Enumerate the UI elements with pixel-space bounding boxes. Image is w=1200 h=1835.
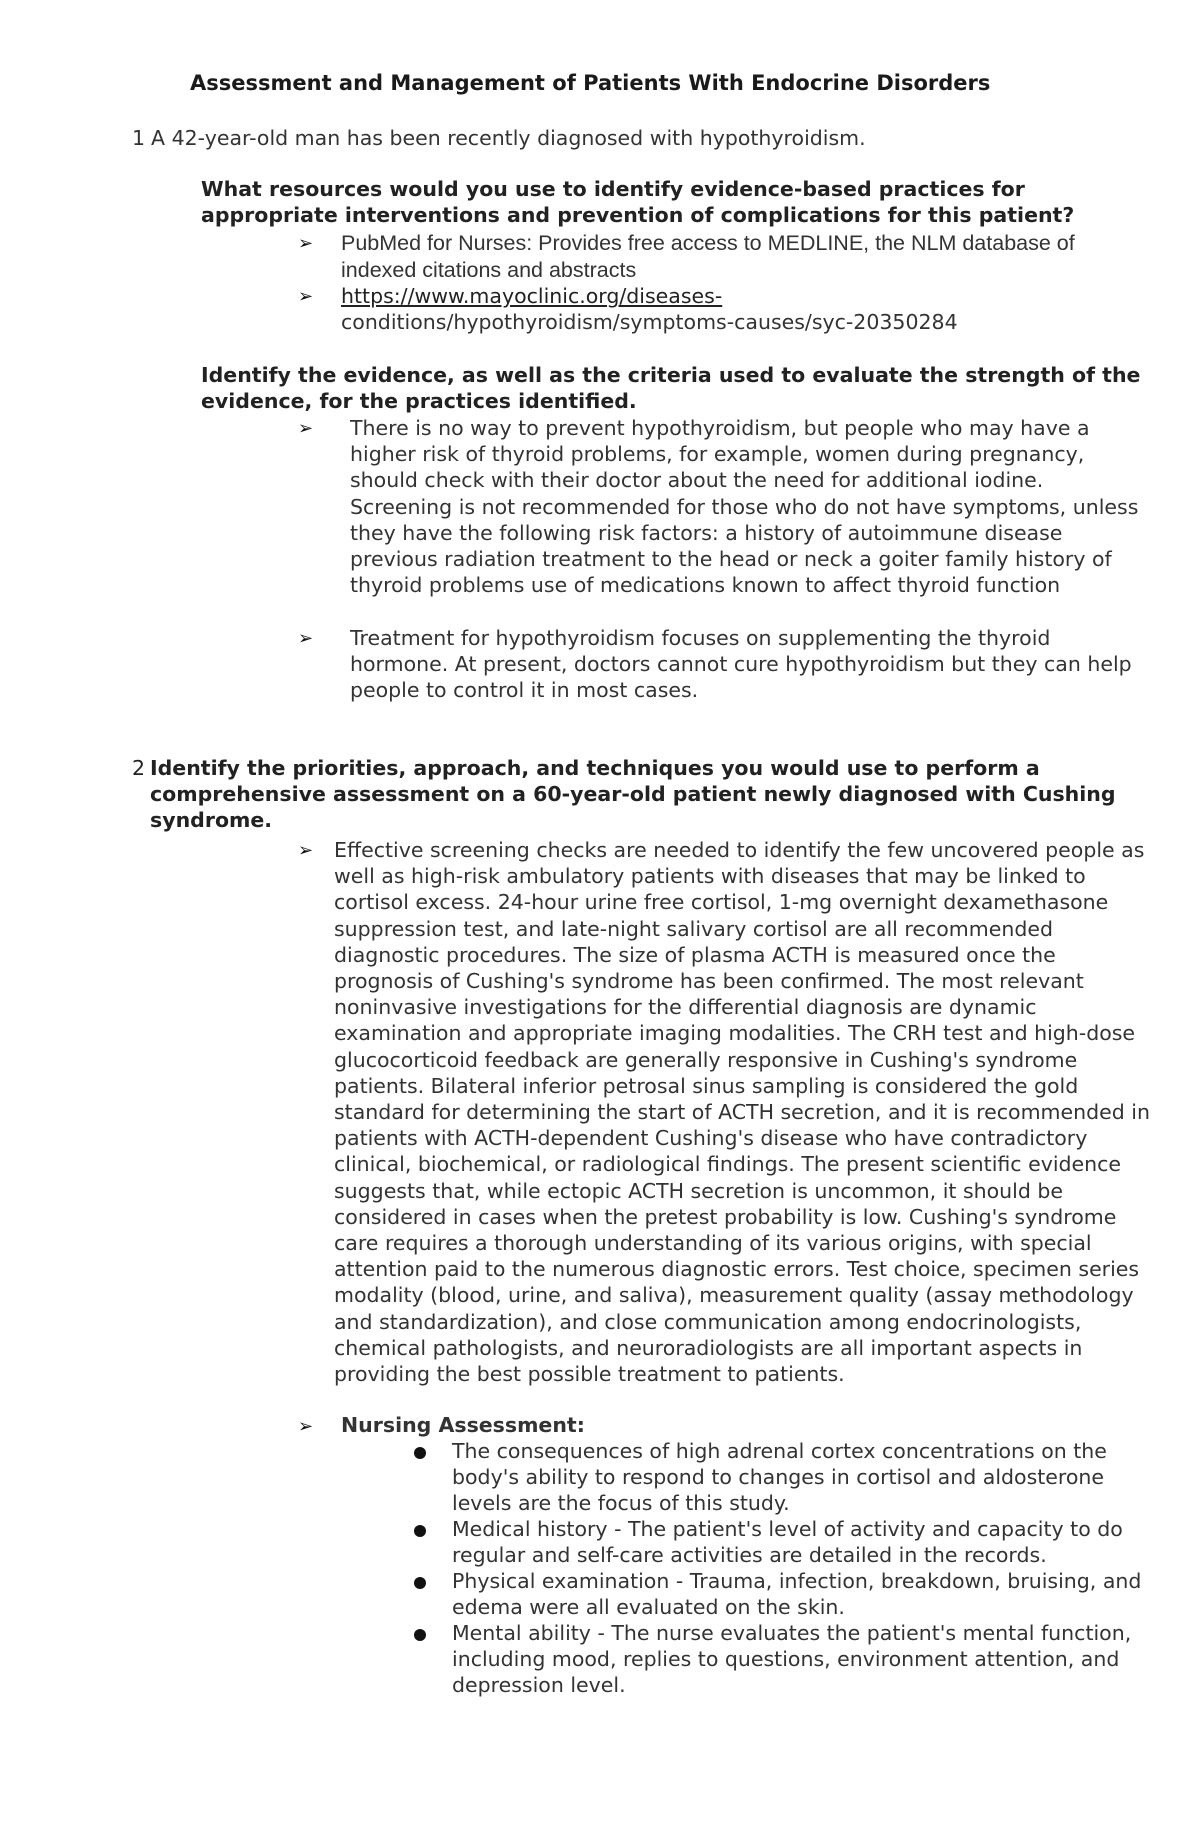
nursing-item: The consequences of high adrenal cortex concentrations on the body's ability to respond to changes in cortisol and aldosterone levels are the focus of this study. <box>452 1439 1107 1516</box>
question-2-text: Identify the priorities, approach, and techniques you would use to perform a comprehensive assessment on a 60-year-old patient newly diagnosed with Cushing syndrome. <box>150 756 1116 832</box>
round-dot-icon <box>414 1577 426 1589</box>
arrow-bullet-icon: ➢ <box>298 628 314 649</box>
document-title: Assessment and Management of Patients With Endocrine Disorders <box>190 71 991 95</box>
question-1-number: 1 <box>132 126 146 150</box>
question-1-text: A 42-year-old man has been recently diagnosed with hypothyroidism. <box>151 126 866 150</box>
round-dot-icon <box>414 1525 426 1537</box>
mayo-clinic-link[interactable]: https://www.mayoclinic.org/diseases- <box>341 284 723 308</box>
evidence-question: Identify the evidence, as well as the criteria used to evaluate the strength of the evidence, for the practices identified. <box>201 363 1141 413</box>
nursing-item: Medical history - The patient's level of activity and capacity to do regular and self-care activities are detailed in the records. <box>452 1517 1123 1568</box>
round-dot-icon <box>414 1629 426 1641</box>
evidence-item-prevention: There is no way to prevent hypothyroidism, but people who may have a higher risk of thyroid problems, for example, women during pregnancy, should check with their doctor about the need for additional iodine. Screening is not recommended for those who do not have symptoms, unless they have the following risk factors: a history of autoimmune disease previous radiation treatment to the head or neck a goiter family history of thyroid problems use of medications known to affect thyroid function <box>350 416 1139 598</box>
round-dot-icon <box>414 1447 426 1459</box>
question-1-intro <box>132 126 866 150</box>
nursing-assessment-heading: Nursing Assessment: <box>341 1413 585 1437</box>
nursing-item: Mental ability - The nurse evaluates the patient's mental function, including mood, replies to questions, environment attention, and depression level. <box>452 1621 1132 1698</box>
nursing-item: Physical examination - Trauma, infection, breakdown, bruising, and edema were all evaluated on the skin. <box>452 1569 1142 1620</box>
arrow-bullet-icon: ➢ <box>298 418 314 439</box>
arrow-bullet-icon: ➢ <box>298 286 314 307</box>
evidence-item-treatment: Treatment for hypothyroidism focuses on supplementing the thyroid hormone. At present, doctors cannot cure hypothyroidism but they can help people to control it in most cases. <box>350 626 1132 703</box>
resource-item-mayo <box>341 283 1161 335</box>
mayo-clinic-link-continuation: conditions/hypothyroidism/symptoms-causes/syc-20350284 <box>341 310 958 335</box>
resource-item-pubmed: PubMed for Nurses: Provides free access to MEDLINE, the NLM database of indexed citations and abstracts <box>341 231 1075 282</box>
cushing-assessment-answer: Effective screening checks are needed to identify the few uncovered people as well as high-risk ambulatory patients with diseases that may be linked to cortisol excess. 24-hour urine free cortisol, 1-mg overnight dexamethasone suppression test, and late-night salivary cortisol are all recommended diagnostic procedures. The size of plasma ACTH is measured once the prognosis of Cushing's syndrome has been confirmed. The most relevant noninvasive investigations for the differential diagnosis are dynamic examination and appropriate imaging modalities. The CRH test and high-dose glucocorticoid feedback are generally responsive in Cushing's syndrome patients. Bilateral inferior petrosal sinus sampling is considered the gold standard for determining the start of ACTH secretion, and it is recommended in patients with ACTH-dependent Cushing's disease who have contradictory clinical, biochemical, or radiological findings. The present scientific evidence suggests that, while ectopic ACTH secretion is uncommon, it should be considered in cases when the pretest probability is low. Cushing's syndrome care requires a thorough understanding of its various origins, with special attention paid to the numerous diagnostic errors. Test choice, specimen series modality (blood, urine, and saliva), measurement quality (assay methodology and standardization), and close communication among endocrinologists, chemical pathologists, and neuroradiologists are all important aspects in providing the best possible treatment to patients. <box>334 838 1150 1387</box>
arrow-bullet-icon: ➢ <box>298 840 314 861</box>
question-2-number: 2 <box>132 756 146 780</box>
question-2 <box>132 755 1152 833</box>
arrow-bullet-icon: ➢ <box>298 233 314 254</box>
arrow-bullet-icon: ➢ <box>298 1416 314 1437</box>
resources-question: What resources would you use to identify evidence-based practices for appropriate interventions and prevention of complications for this patient? <box>201 177 1075 227</box>
